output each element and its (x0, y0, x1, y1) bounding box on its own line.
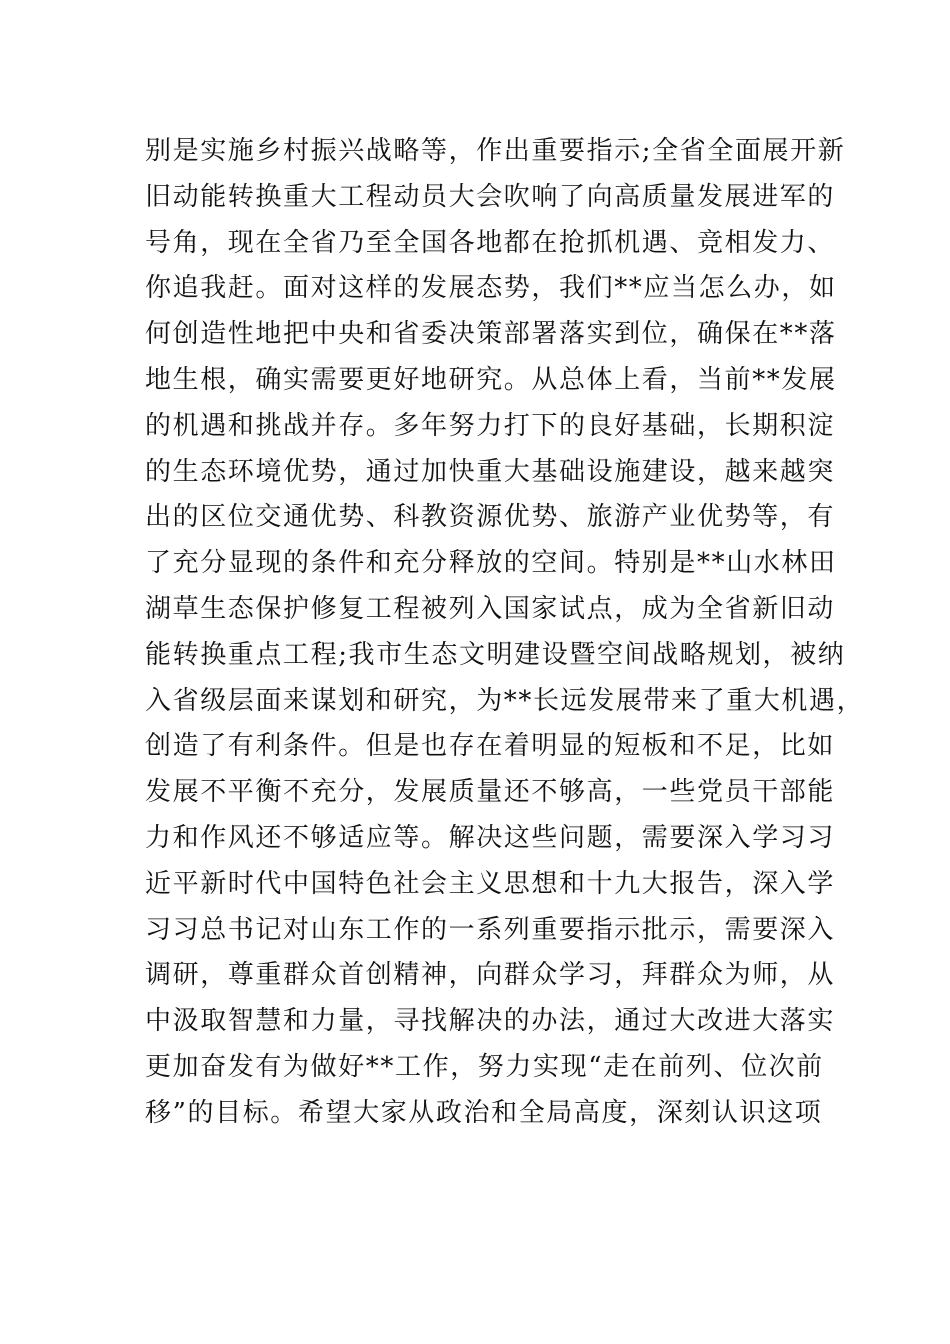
text-line: 出的区位交通优势、科教资源优势、旅游产业优势等，有 (145, 502, 836, 533)
body-text (145, 129, 865, 1137)
text-line: 的生态环境优势，通过加快重大基础设施建设，越来越突 (145, 456, 836, 487)
text-line: 湖草生态保护修复工程被列入国家试点，成为全省新旧动 (145, 593, 836, 624)
text-line: 旧动能转换重大工程动员大会吹响了向高质量发展进军的 (145, 181, 836, 212)
text-line: 地生根，确实需要更好地研究。从总体上看，当前**发展 (145, 364, 837, 395)
text-line: 创造了有利条件。但是也存在着明显的短板和不足，比如 (145, 731, 836, 762)
text-line: 移”的目标。希望大家从政治和全局高度，深刻认识这项 (145, 1097, 823, 1128)
text-line: 别是实施乡村振兴战略等，作出重要指示;全省全面展开新 (145, 136, 846, 166)
text-line: 的机遇和挑战并存。多年努力打下的良好基础，长期积淀 (145, 410, 836, 441)
text-line: 更加奋发有为做好**工作，努力实现“走在前列、位次前 (145, 1051, 824, 1082)
text-line: 调研，尊重群众首创精神，向群众学习，拜群众为师，从 (145, 960, 836, 991)
text-line: 习习总书记对山东工作的一系列重要指示批示，需要深入 (145, 914, 836, 945)
text-line: 入省级层面来谋划和研究，为**长远发展带来了重大机遇， (145, 685, 865, 716)
text-line: 近平新时代中国特色社会主义思想和十九大报告，深入学 (145, 868, 836, 899)
text-line: 你追我赶。面对这样的发展态势，我们**应当怎么办，如 (145, 273, 837, 304)
text-line: 何创造性地把中央和省委决策部署落实到位，确保在**落 (145, 319, 837, 350)
text-line: 能转换重点工程;我市生态文明建设暨空间战略规划，被纳 (145, 639, 846, 670)
text-line: 力和作风还不够适应等。解决这些问题，需要深入学习习 (145, 822, 836, 853)
text-line: 号角，现在全省乃至全国各地都在抢抓机遇、竞相发力、 (145, 227, 836, 258)
text-line: 中汲取智慧和力量，寻找解决的办法，通过大改进大落实 (145, 1006, 836, 1037)
text-line: 发展不平衡不充分，发展质量还不够高，一些党员干部能 (145, 777, 836, 808)
text-line: 了充分显现的条件和充分释放的空间。特别是**山水林田 (145, 548, 837, 579)
